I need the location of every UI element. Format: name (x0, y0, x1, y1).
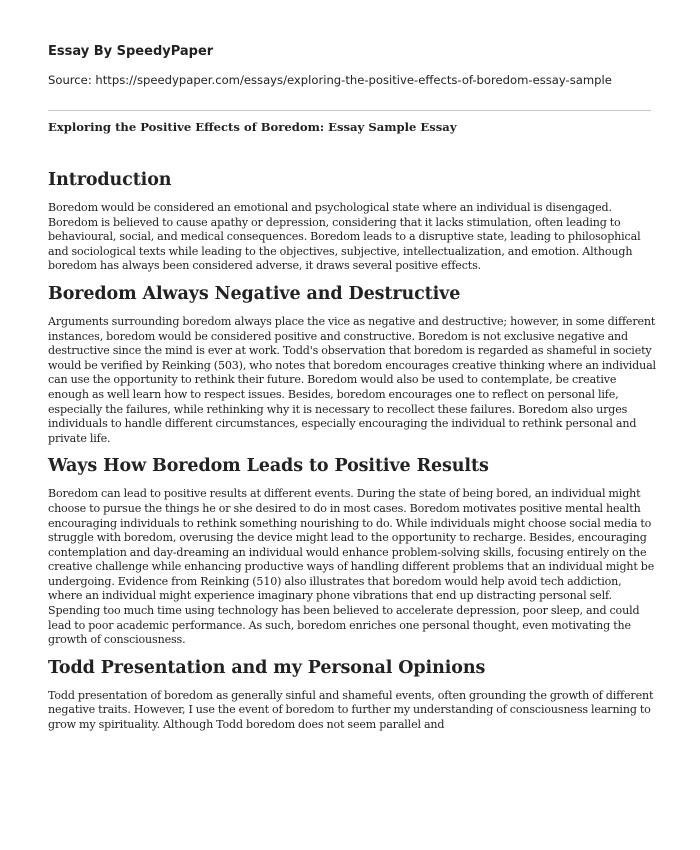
essay-body (48, 170, 658, 743)
section-paragraph: Todd presentation of boredom as generally sinful and shameful events, often grounding the growth of different negative traits. However, I use the event of boredom to further my understanding of consciousness learning to grow my spirituality. Although Todd boredom does not seem parallel and (48, 688, 654, 732)
section-heading: Boredom Always Negative and Destructive (48, 283, 461, 304)
essay-title: Exploring the Positive Effects of Boredom: Essay Sample Essay (48, 120, 457, 134)
section-paragraph: Boredom would be considered an emotional and psychological state where an individual is disengaged. Boredom is believed to cause apathy or depression, considering that it lacks stimulation, often leading to behavioural, social, and medical consequences. Boredom leads to a disruptive state, leading to philosophical and sociological texts while leading to the objectives, subjective, intellectualization, and emotion. Although boredom has always been considered adverse, it draws several positive effects. (48, 201, 641, 273)
section-paragraph: Boredom can lead to positive results at different events. During the state of being bored, an individual might choose to pursue the things he or she desired to do in most cases. Boredom motivates positive mental health encouraging individuals to rethink something nourishing to do. While individuals might choose social media to struggle with boredom, overusing the device might lead to the opportunity to recharge. Besides, encouraging contemplation and day-dreaming an individual would enhance problem-solving skills, focusing entirely on the creative challenge while enhancing productive ways of handling different problems that an individual might be undergoing. Evidence from Reinking (510) also illustrates that boredom would help avoid tech addiction, where an individual might experience imaginary phone vibrations that end up distracting personal self. Spending too much time using technology has been believed to accelerate depression, poor sleep, and could lead to poor academic performance. As such, boredom enriches one personal thought, even motivating the growth of consciousness. (48, 487, 655, 647)
brand-title: Essay By SpeedyPaper (48, 44, 214, 59)
section-positive-results (48, 456, 658, 648)
section-personal-opinions (48, 658, 658, 733)
section-paragraph: Arguments surrounding boredom always place the vice as negative and destructive; however, in some different instances, boredom would be considered positive and constructive. Boredom is not exclusive negative and destructive since the mind is ever at work. Todd's observation that boredom is regarded as shameful in society would be verified by Reinking (503), who notes that boredom encourages creative thinking where an individual can use the opportunity to rethink their future. Boredom would also be used to contemplate, be creative enough as well learn how to respect issues. Besides, boredom encourages one to reflect on personal life, especially the failures, while rethinking why it is necessary to recollect these failures. Boredom also urges individuals to handle different circumstances, especially encouraging the individual to rethink personal and private life. (48, 314, 656, 445)
section-heading: Todd Presentation and my Personal Opinions (48, 657, 486, 678)
source-line: Source: https://speedypaper.com/essays/exploring-the-positive-effects-of-boredom-essay-sample (48, 73, 612, 87)
section-heading: Introduction (48, 170, 172, 190)
section-negative-destructive (48, 284, 658, 446)
section-introduction (48, 170, 658, 274)
section-heading: Ways How Boredom Leads to Positive Results (48, 456, 489, 477)
header-divider (48, 110, 651, 111)
